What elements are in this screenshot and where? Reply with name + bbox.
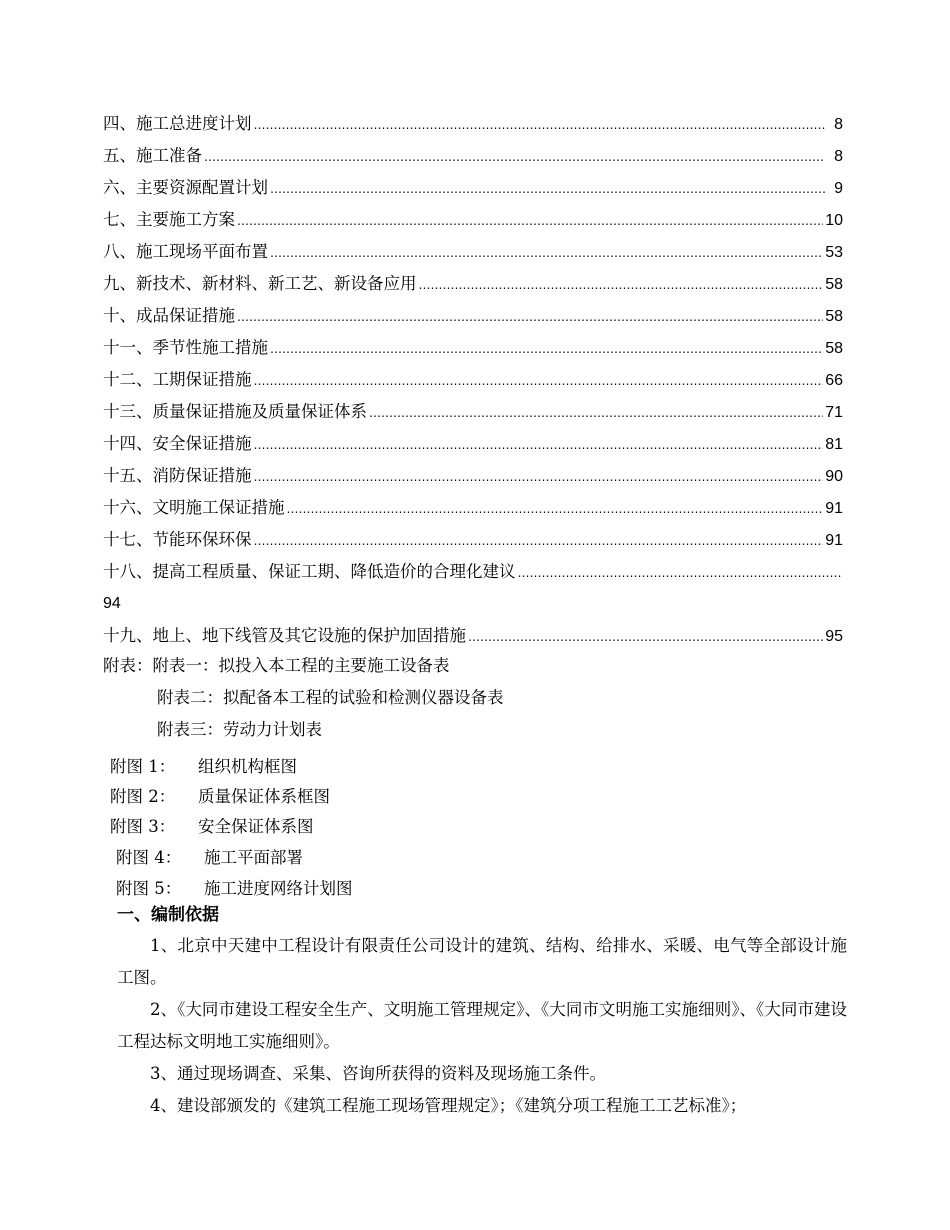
toc-leader-dots bbox=[518, 557, 842, 589]
appendix-table-item[interactable]: 附表二：拟配备本工程的试验和检测仪器设备表 bbox=[157, 688, 504, 707]
toc-entry-page: 8 bbox=[834, 116, 843, 133]
toc-entry-title: 十六、文明施工保证措施 bbox=[103, 498, 285, 517]
toc-entry[interactable] bbox=[103, 172, 843, 204]
toc-entry-title: 六、主要资源配置计划 bbox=[103, 178, 268, 197]
figure-label: 附图 2： bbox=[110, 787, 176, 806]
section-heading: 一、编制依据 bbox=[117, 905, 219, 925]
toc-entry[interactable] bbox=[103, 300, 843, 332]
toc-entry[interactable] bbox=[103, 268, 843, 300]
toc-entry-title: 八、施工现场平面布置 bbox=[103, 242, 268, 261]
toc-leader-dots bbox=[254, 109, 826, 141]
appendix-lead: 附表： bbox=[103, 656, 153, 675]
toc-entry-title: 四、施工总进度计划 bbox=[103, 114, 252, 133]
figure-title: 组织机构框图 bbox=[198, 757, 297, 776]
toc-entry-title: 十一、季节性施工措施 bbox=[103, 338, 268, 357]
toc-entry[interactable] bbox=[103, 460, 843, 492]
toc-entry-page: 53 bbox=[825, 244, 843, 261]
toc-entry-title: 十五、消防保证措施 bbox=[103, 466, 252, 485]
toc-entry-page: 66 bbox=[825, 372, 843, 389]
toc-entry-title: 十七、节能环保环保 bbox=[103, 530, 252, 549]
toc-entry[interactable] bbox=[103, 236, 843, 268]
toc-entry-title: 五、施工准备 bbox=[103, 146, 202, 165]
toc-entry-title: 十、成品保证措施 bbox=[103, 306, 235, 325]
toc-entry-page: 8 bbox=[834, 148, 843, 165]
appendix-figure-item[interactable] bbox=[110, 782, 330, 812]
toc-entry-page: 58 bbox=[825, 340, 843, 357]
toc-entry[interactable] bbox=[103, 140, 843, 172]
figure-label: 附图 4： bbox=[116, 848, 182, 867]
toc-entry-title: 十三、质量保证措施及质量保证体系 bbox=[103, 402, 367, 421]
section-paragraph: 2、《大同市建设工程安全生产、文明施工管理规定》、《大同市文明施工实施细则》、《大同市建设工程达标文明地工实施细则》。 bbox=[117, 1000, 847, 1051]
toc-entry-title: 十四、安全保证措施 bbox=[103, 434, 252, 453]
toc-leader-dots bbox=[419, 269, 824, 301]
toc-entry-title: 十八、提高工程质量、保证工期、降低造价的合理化建议 bbox=[103, 562, 516, 581]
toc-leader-dots bbox=[254, 365, 824, 397]
toc-leader-dots bbox=[369, 397, 823, 429]
toc-entry[interactable] bbox=[103, 620, 843, 652]
toc-entry[interactable] bbox=[103, 428, 843, 460]
section-paragraph: 4、建设部颁发的《建筑工程施工现场管理规定》；《建筑分项工程施工工艺标准》； bbox=[150, 1096, 747, 1115]
toc-entry-page: 58 bbox=[825, 276, 843, 293]
toc-leader-dots bbox=[237, 205, 823, 237]
toc-entry-page: 10 bbox=[825, 212, 843, 229]
toc-entry-page: 94 bbox=[103, 595, 121, 612]
toc-entry[interactable] bbox=[103, 524, 843, 556]
section-basis bbox=[117, 900, 847, 1122]
toc-leader-dots bbox=[254, 525, 824, 557]
figure-label: 附图 1： bbox=[110, 757, 176, 776]
toc-entry-title: 七、主要施工方案 bbox=[103, 210, 235, 229]
toc-entry[interactable] bbox=[103, 556, 843, 588]
toc-entry-page: 91 bbox=[825, 500, 843, 517]
figure-title: 施工平面部署 bbox=[204, 848, 303, 867]
figure-label: 附图 3： bbox=[110, 817, 176, 836]
appendix-table-item[interactable]: 附表一：拟投入本工程的主要施工设备表 bbox=[152, 656, 450, 675]
appendix-figure-item[interactable] bbox=[116, 843, 303, 873]
section-paragraph: 1、北京中天建中工程设计有限责任公司设计的建筑、结构、给排水、采暖、电气等全部设计施工图。 bbox=[117, 936, 847, 987]
appendix-table-item[interactable]: 附表三：劳动力计划表 bbox=[157, 720, 322, 739]
figure-title: 质量保证体系框图 bbox=[198, 787, 330, 806]
toc-leader-dots bbox=[270, 237, 823, 269]
figure-title: 安全保证体系图 bbox=[198, 817, 314, 836]
toc-entry-page: 95 bbox=[825, 628, 843, 645]
toc-leader-dots bbox=[468, 621, 823, 653]
toc-entry-page: 90 bbox=[825, 468, 843, 485]
table-of-contents bbox=[103, 108, 843, 652]
appendix-figure-item[interactable] bbox=[110, 752, 297, 782]
toc-entry[interactable] bbox=[103, 332, 843, 364]
toc-entry-title: 九、新技术、新材料、新工艺、新设备应用 bbox=[103, 274, 417, 293]
toc-leader-dots bbox=[254, 429, 824, 461]
figure-title: 施工进度网络计划图 bbox=[204, 879, 353, 898]
toc-entry[interactable] bbox=[103, 364, 843, 396]
appendix-table-line bbox=[103, 650, 450, 682]
toc-leader-dots bbox=[270, 173, 825, 205]
appendix-figure-item[interactable] bbox=[110, 812, 314, 842]
toc-entry-page: 9 bbox=[834, 180, 843, 197]
figure-label: 附图 5： bbox=[116, 879, 182, 898]
toc-entry[interactable] bbox=[103, 492, 843, 524]
toc-leader-dots bbox=[270, 333, 823, 365]
toc-entry-page: 71 bbox=[825, 404, 843, 421]
toc-entry[interactable] bbox=[103, 396, 843, 428]
toc-entry[interactable] bbox=[103, 108, 843, 140]
toc-entry[interactable] bbox=[103, 204, 843, 236]
toc-entry-page: 91 bbox=[825, 532, 843, 549]
toc-leader-dots bbox=[237, 301, 823, 333]
toc-leader-dots bbox=[287, 493, 824, 525]
toc-entry-page: 81 bbox=[825, 436, 843, 453]
toc-entry-title: 十二、工期保证措施 bbox=[103, 370, 252, 389]
toc-entry-page: 58 bbox=[825, 308, 843, 325]
toc-leader-dots bbox=[254, 461, 824, 493]
toc-leader-dots bbox=[204, 141, 825, 173]
toc-entry-title: 十九、地上、地下线管及其它设施的保护加固措施 bbox=[103, 626, 466, 645]
section-paragraph: 3、通过现场调查、采集、咨询所获得的资料及现场施工条件。 bbox=[150, 1064, 606, 1083]
